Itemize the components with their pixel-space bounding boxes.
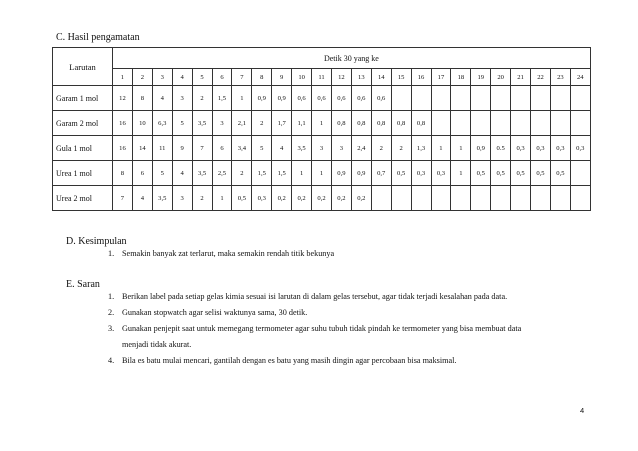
table-cell [451,86,471,111]
table-cell: 0,3 [550,136,570,161]
table-cell: 1,3 [411,136,431,161]
table-cell: 0,2 [312,186,332,211]
column-number: 15 [391,69,411,86]
table-cell [511,111,531,136]
header-row [53,48,591,69]
page-number: 4 [580,406,585,415]
table-cell: 9 [172,136,192,161]
column-number: 16 [411,69,431,86]
table-cell: 1 [451,161,471,186]
table-cell: 0,3 [570,136,590,161]
table-cell [550,111,570,136]
table-cell [431,86,451,111]
row-label: Urea 2 mol [53,186,113,211]
table-cell: 0,7 [371,161,391,186]
list-number: 3. [108,324,115,333]
table-row [53,161,591,186]
table-cell: 2 [252,111,272,136]
list-item [108,289,521,305]
table-cell [491,86,511,111]
table-cell: 11 [152,136,172,161]
table-cell [550,186,570,211]
corner-label: Larutan [53,48,113,86]
table-cell: 0,5 [491,161,511,186]
table-cell: 2 [232,161,252,186]
table-cell: 0,8 [411,111,431,136]
table-cell: 2,5 [212,161,232,186]
table-row [53,186,591,211]
table-cell [471,86,491,111]
table-cell: 1 [212,186,232,211]
table-cell: 8 [132,86,152,111]
table-cell: 0,2 [331,186,351,211]
table-cell [531,111,551,136]
table-cell [511,86,531,111]
table-cell: 0,9 [331,161,351,186]
column-number: 5 [192,69,212,86]
table-cell: 2 [391,136,411,161]
table-cell: 0,2 [292,186,312,211]
list-item [108,305,521,321]
table-cell: 8 [113,161,133,186]
table-cell: 0,2 [351,186,371,211]
table-cell: 3,5 [152,186,172,211]
column-number: 10 [292,69,312,86]
table-cell [570,86,590,111]
column-number: 23 [550,69,570,86]
table-cell: 0,9 [252,86,272,111]
column-number: 12 [331,69,351,86]
list-item [108,353,521,369]
table-cell: 1 [312,161,332,186]
table-cell: 1 [232,86,252,111]
table-cell: 2,1 [232,111,252,136]
table-cell: 0,5 [391,161,411,186]
list-number: 4. [108,356,115,365]
list-text-continued: menjadi tidak akurat. [122,340,192,349]
table-cell: 1,5 [212,86,232,111]
table-row [53,136,591,161]
column-number: 7 [232,69,252,86]
table-cell: 0,5 [511,161,531,186]
table-cell [411,86,431,111]
list-text: Gunakan penjepit saat untuk memegang termometer agar suhu tubuh tidak pindah ke termometer yang bisa membuat data [122,324,522,333]
table-cell: 3,4 [232,136,252,161]
table-cell: 5 [252,136,272,161]
section-c-heading: C. Hasil pengamatan [56,32,140,43]
table-cell: 1 [431,136,451,161]
column-number: 8 [252,69,272,86]
table-cell: 4 [152,86,172,111]
column-number: 11 [312,69,332,86]
table-cell [471,186,491,211]
table-cell: 0,8 [351,111,371,136]
table-cell [511,186,531,211]
table-cell: 6 [132,161,152,186]
table-cell [431,186,451,211]
table-cell [391,86,411,111]
table-cell [570,186,590,211]
table-cell: 0,9 [471,136,491,161]
list-number: 1. [108,292,115,301]
list-text: Gunakan stopwatch agar selisi waktunya sama, 30 detik. [122,308,308,317]
table-cell: 1,1 [292,111,312,136]
table-cell [411,186,431,211]
table-cell: 5 [152,161,172,186]
column-number: 14 [371,69,391,86]
table-cell: 0,3 [252,186,272,211]
column-number: 1 [113,69,133,86]
column-number: 22 [531,69,551,86]
section-d-heading: D. Kesimpulan [66,236,127,247]
table-cell: 0,3 [511,136,531,161]
time-header: Detik 30 yang ke [113,48,591,69]
table-cell [570,161,590,186]
table-cell: 0,5 [232,186,252,211]
list-text: Semakin banyak zat terlarut, maka semakin rendah titik bekunya [122,249,335,258]
table-cell: 2 [371,136,391,161]
column-number: 9 [272,69,292,86]
table-cell [391,186,411,211]
suggestion-list [108,289,521,369]
table-cell: 0,5 [550,161,570,186]
list-item [108,321,521,353]
list-item [108,246,334,262]
table-cell: 0,5 [531,161,551,186]
table-cell: 0,6 [351,86,371,111]
table-cell: 0,6 [312,86,332,111]
table-cell [471,111,491,136]
table-cell: 3 [312,136,332,161]
column-number: 24 [570,69,590,86]
table-cell: 0,9 [272,86,292,111]
table-cell: 12 [113,86,133,111]
table-cell: 0,3 [431,161,451,186]
table-cell: 0,8 [331,111,351,136]
table-cell: 2 [192,86,212,111]
table-cell: 4 [132,186,152,211]
table-cell: 3 [172,186,192,211]
table-cell: 3,5 [192,161,212,186]
table-cell: 1 [451,136,471,161]
table-cell: 6,3 [152,111,172,136]
table-cell: 0,2 [272,186,292,211]
table-cell: 0,8 [391,111,411,136]
table-cell [431,111,451,136]
table-cell: 10 [132,111,152,136]
table-cell [550,86,570,111]
table-cell [570,111,590,136]
table-cell: 5 [172,111,192,136]
column-number: 3 [152,69,172,86]
column-number: 6 [212,69,232,86]
table-cell [371,186,391,211]
table-cell: 4 [272,136,292,161]
table-cell: 0,5 [471,161,491,186]
table-cell: 2,4 [351,136,371,161]
table-cell: 0,9 [351,161,371,186]
table-cell: 0,6 [292,86,312,111]
table-cell [491,111,511,136]
row-label: Garam 1 mol [53,86,113,111]
table-cell [531,86,551,111]
table-cell [531,186,551,211]
table-cell [491,186,511,211]
table-cell: 3,5 [192,111,212,136]
observation-table [52,47,591,211]
table-cell: 0,3 [411,161,431,186]
list-number: 2. [108,308,115,317]
table-cell: 1 [292,161,312,186]
section-e-heading: E. Saran [66,279,100,290]
column-number: 17 [431,69,451,86]
column-number-row [53,69,591,86]
table-cell: 0,3 [531,136,551,161]
table-cell: 4 [172,161,192,186]
table-cell: 1 [312,111,332,136]
row-label: Gula 1 mol [53,136,113,161]
table-cell: 16 [113,111,133,136]
list-text: Berikan label pada setiap gelas kimia sesuai isi larutan di dalam gelas tersebut, agar tidak terjadi kesalahan pada data. [122,292,508,301]
column-number: 4 [172,69,192,86]
table-cell: 0,8 [371,111,391,136]
row-label: Urea 1 mol [53,161,113,186]
list-number: 1. [108,249,115,258]
table-cell [451,186,471,211]
list-text: Bila es batu mulai mencari, gantilah dengan es batu yang masih dingin agar percobaan bisa maksimal. [122,356,457,365]
table-cell: 7 [113,186,133,211]
table-row [53,111,591,136]
column-number: 13 [351,69,371,86]
table-cell: 3,5 [292,136,312,161]
table-cell: 3 [331,136,351,161]
column-number: 19 [471,69,491,86]
conclusion-list [108,246,334,262]
column-number: 2 [132,69,152,86]
table-cell [451,111,471,136]
table-cell: 2 [192,186,212,211]
table-cell: 16 [113,136,133,161]
table-cell: 1,7 [272,111,292,136]
table-cell: 0.5 [491,136,511,161]
table-cell: 0,6 [371,86,391,111]
table-cell: 14 [132,136,152,161]
table-cell: 1,5 [252,161,272,186]
table-cell: 6 [212,136,232,161]
table-cell: 3 [172,86,192,111]
table-cell: 7 [192,136,212,161]
table-cell: 3 [212,111,232,136]
column-number: 18 [451,69,471,86]
table-cell: 1,5 [272,161,292,186]
table-cell: 0,6 [331,86,351,111]
table-row [53,86,591,111]
column-number: 20 [491,69,511,86]
column-number: 21 [511,69,531,86]
row-label: Garam 2 mol [53,111,113,136]
